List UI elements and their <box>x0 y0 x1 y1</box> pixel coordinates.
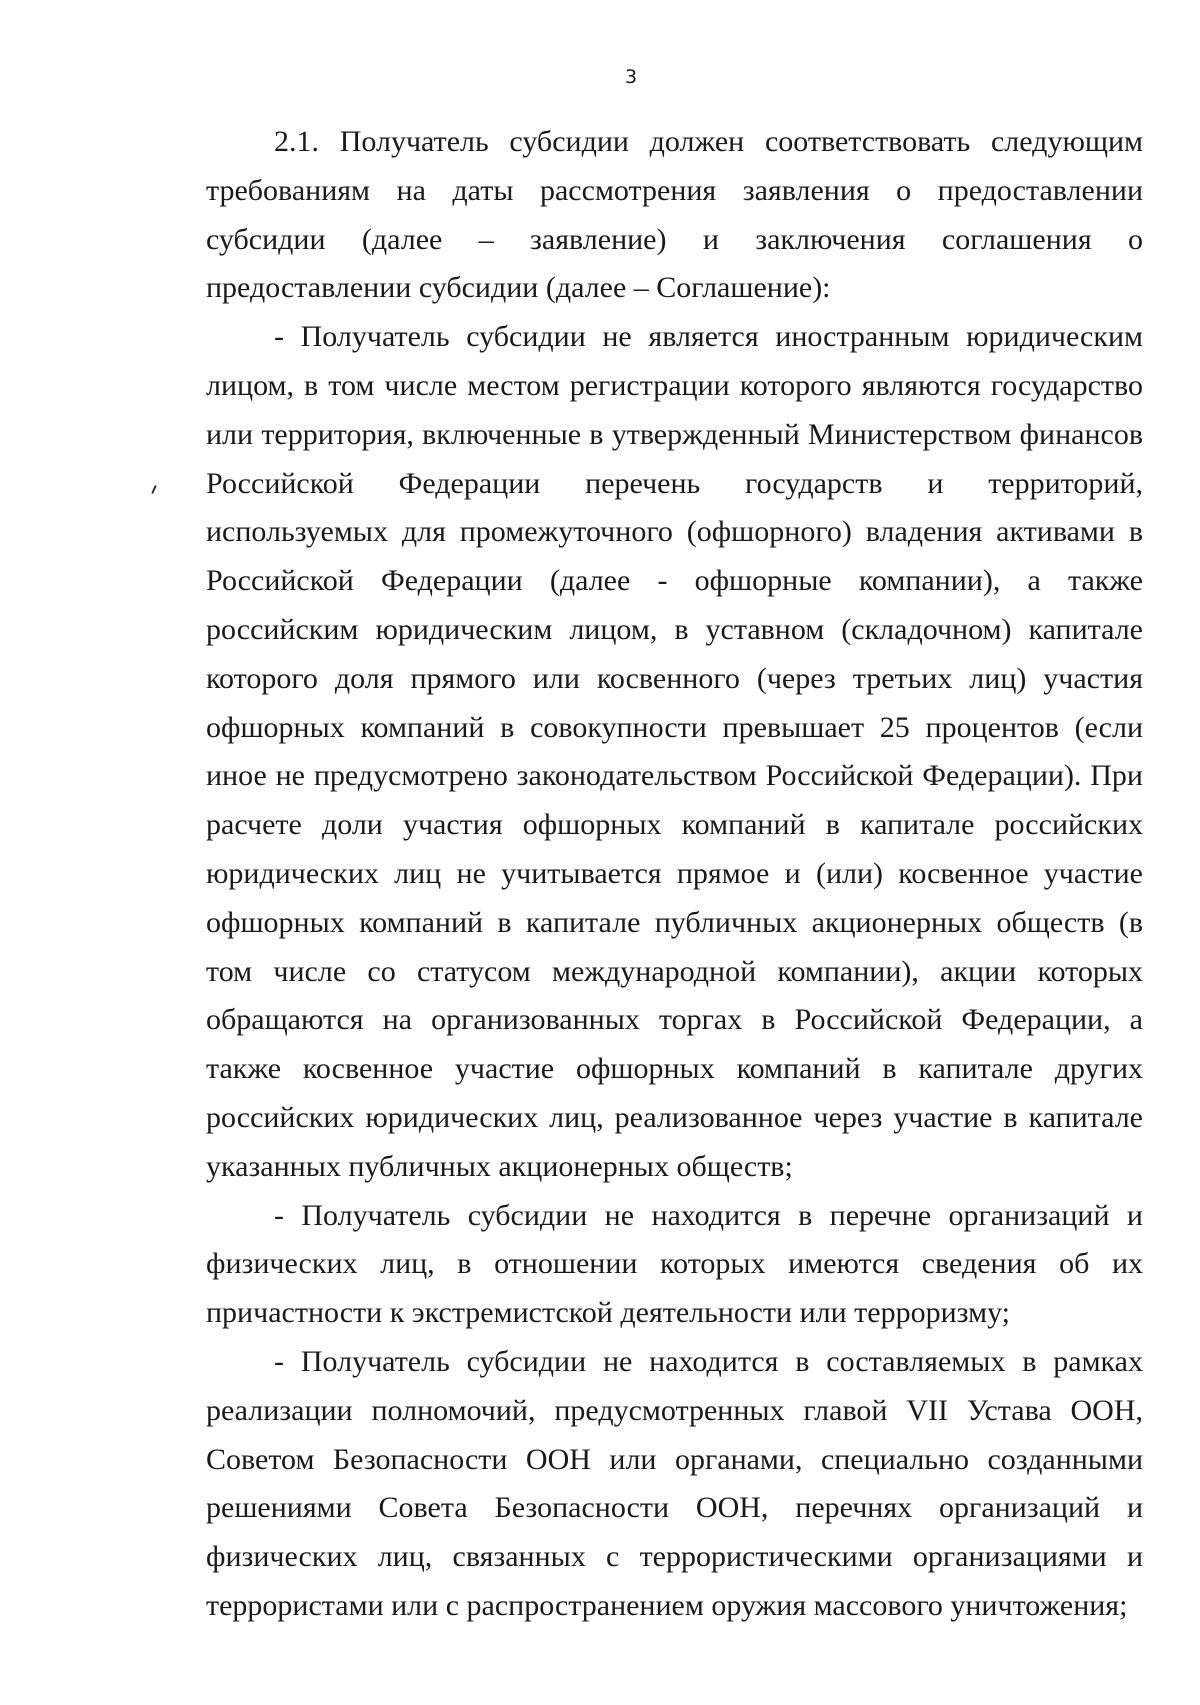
scan-mark <box>151 485 157 494</box>
paragraph-offshore-requirement: - Получатель субсидии не является иностранным юридическим лицом, в том числе местом регистрации которого являются государство или территория, включенные в утвержденный Министерством финансов Российской Федерации перечень государств и территорий, используемых для промежуточного (офшорного) владения активами в Российской Федерации (далее - офшорные компании), а также российским юридическим лицом, в уставном (складочном) капитале которого доля прямого или косвенного (через третьих лиц) участия офшорных компаний в совокупности превышает 25 процентов (если иное не предусмотрено законодательством Российской Федерации). При расчете доли участия офшорных компаний в капитале российских юридических лиц не учитывается прямое и (или) косвенное участие офшорных компаний в капитале публичных акционерных обществ (в том числе со статусом международной компании), акции которых обращаются на организованных торгах в Российской Федерации, а также косвенное участие офшорных компаний в капитале других российских юридических лиц, реализованное через участие в капитале указанных публичных акционерных обществ; <box>206 320 1143 1183</box>
page-number: 3 <box>624 66 638 88</box>
paragraph-un-sanctions-requirement: - Получатель субсидии не находится в составляемых в рамках реализации полномочий, предусмотренных главой VII Устава ООН, Советом Безопасности ООН или органами, специально созданными решениями Совета Безопасности ООН, перечнях организаций и физических лиц, связанных с террористическими организациями и террористами или с распространением оружия массового уничтожения; <box>206 1344 1143 1622</box>
paragraph-extremism-list-requirement: - Получатель субсидии не находится в перечне организаций и физических лиц, в отношении которых имеются сведения об их причастности к экстремистской деятельности или терроризму; <box>206 1198 1143 1330</box>
document-body <box>206 118 1143 1631</box>
paragraph-requirements-intro: 2.1. Получатель субсидии должен соответствовать следующим требованиям на даты рассмотрения заявления о предоставлении субсидии (далее – заявление) и заключения соглашения о предоставлении субсидии (далее – Соглашение): <box>206 125 1143 305</box>
